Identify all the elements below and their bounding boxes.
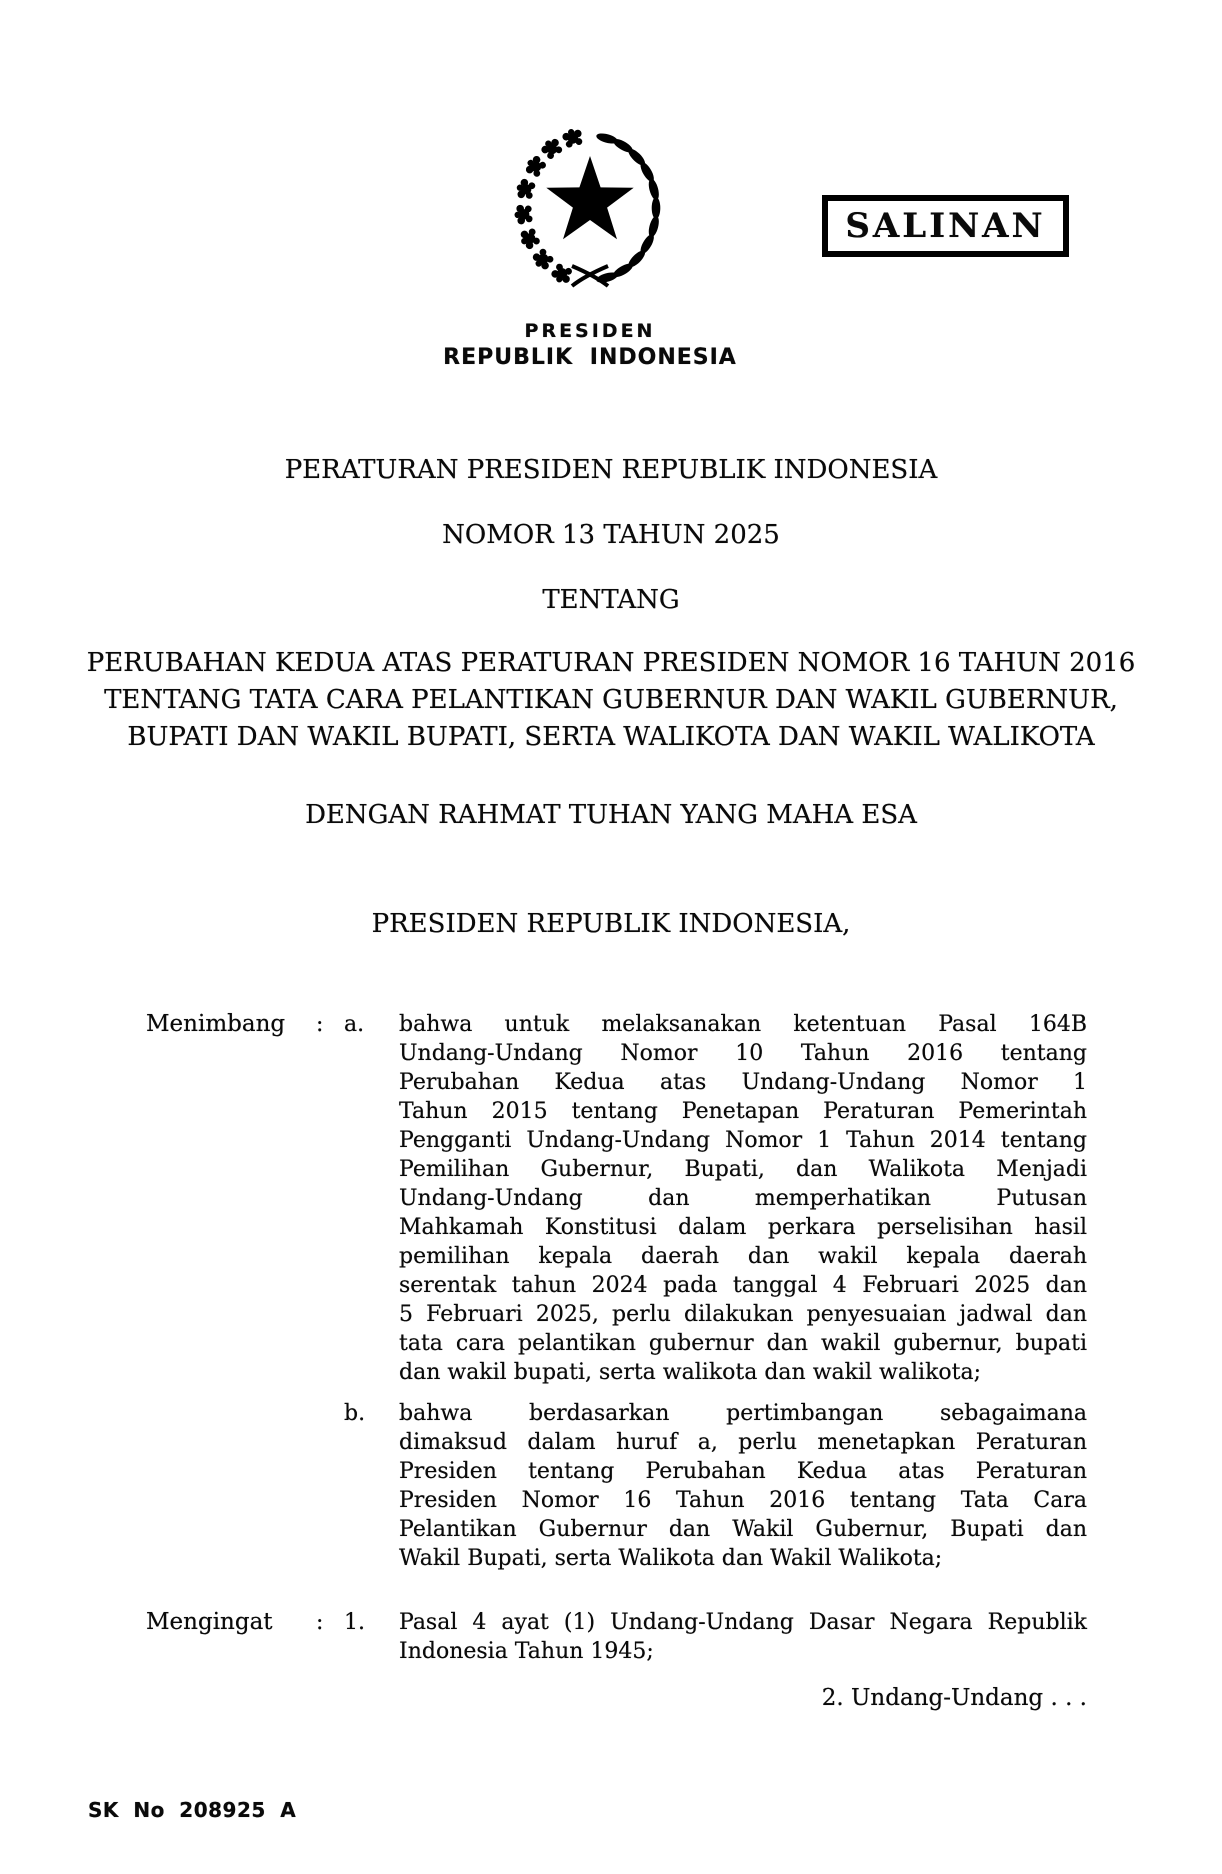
recalling-colon: : — [316, 1610, 324, 1635]
sk-control-number: SK No 208925 A — [88, 1798, 297, 1822]
letterhead-republik-indonesia: REPUBLIK INDONESIA — [443, 345, 737, 370]
letterhead — [390, 318, 790, 371]
enacting-authority-line: PRESIDEN REPUBLIK INDONESIA, — [371, 909, 851, 939]
salinan-stamp-label: SALINAN — [845, 206, 1046, 246]
recalling-label: Mengingat — [146, 1609, 273, 1635]
considering-item-a — [344, 1010, 1087, 1387]
catchword: 2. Undang-Undang . . . — [821, 1685, 1087, 1711]
invocation-line: DENGAN RAHMAT TUHAN YANG MAHA ESA — [305, 800, 917, 830]
considering-colon: : — [316, 1012, 324, 1037]
regulation-heading: PERATURAN PRESIDEN REPUBLIK INDONESIA — [284, 455, 938, 485]
regulation-number: NOMOR 13 TAHUN 2025 — [442, 520, 780, 550]
item-marker: b. — [344, 1401, 366, 1426]
item-text: Pasal 4 ayat (1) Undang-Undang Dasar Negara Republik Indonesia Tahun 1945; — [399, 1610, 1087, 1664]
considering-item-b — [344, 1399, 1087, 1573]
item-marker: 1. — [344, 1610, 365, 1635]
regulation-subject: PERUBAHAN KEDUA ATAS PERATURAN PRESIDEN NOMOR 16 TAHUN 2016 TENTANG TATA CARA PELANTIKAN GUBERNUR DAN WAKIL GUBERNUR, BUPATI DAN WAKIL BUPATI, SERTA WALIKOTA DAN WAKIL WALIKOTA — [86, 648, 1136, 752]
star-wreath-emblem-icon — [508, 126, 672, 298]
item-marker: a. — [344, 1012, 365, 1037]
star-icon — [546, 156, 633, 239]
recalling-item-1 — [344, 1608, 1087, 1666]
considering-label: Menimbang — [146, 1011, 286, 1037]
item-text: bahwa untuk melaksanakan ketentuan Pasal 164B Undang-Undang Nomor 10 Tahun 2016 tentang Perubahan Kedua atas Undang-Undang Nomor 1 Tahun 2015 tentang Penetapan Peraturan Pemerintah Pengganti Undang-Undang Nomor 1 Tahun 2014 tentang Pemilihan Gubernur, Bupati, dan Walikota Menjadi Undang-Undang dan memperhatikan Putusan Mahkamah Konstitusi dalam perkara perselisihan hasil pemilihan kepala daerah dan wakil kepala daerah serentak tahun 2024 pada tanggal 4 Februari 2025 dan 5 Februari 2025, perlu dilakukan penyesuaian jadwal dan tata cara pelantikan gubernur dan wakil gubernur, bupati dan wakil bupati, serta walikota dan wakil walikota; — [399, 1012, 1087, 1385]
presidential-seal — [508, 126, 672, 298]
recalling-section — [146, 1608, 1087, 1666]
letterhead-presiden: PRESIDEN — [524, 320, 656, 342]
salinan-stamp — [822, 195, 1069, 257]
considering-section — [146, 1010, 1087, 1573]
item-text: bahwa berdasarkan pertimbangan sebagaimana dimaksud dalam huruf a, perlu menetapkan Peraturan Presiden tentang Perubahan Kedua atas Peraturan Presiden Nomor 16 Tahun 2016 tentang Tata Cara Pelantikan Gubernur dan Wakil Gubernur, Bupati dan Wakil Bupati, serta Walikota dan Wakil Walikota; — [399, 1401, 1087, 1571]
about-label: TENTANG — [542, 585, 680, 615]
